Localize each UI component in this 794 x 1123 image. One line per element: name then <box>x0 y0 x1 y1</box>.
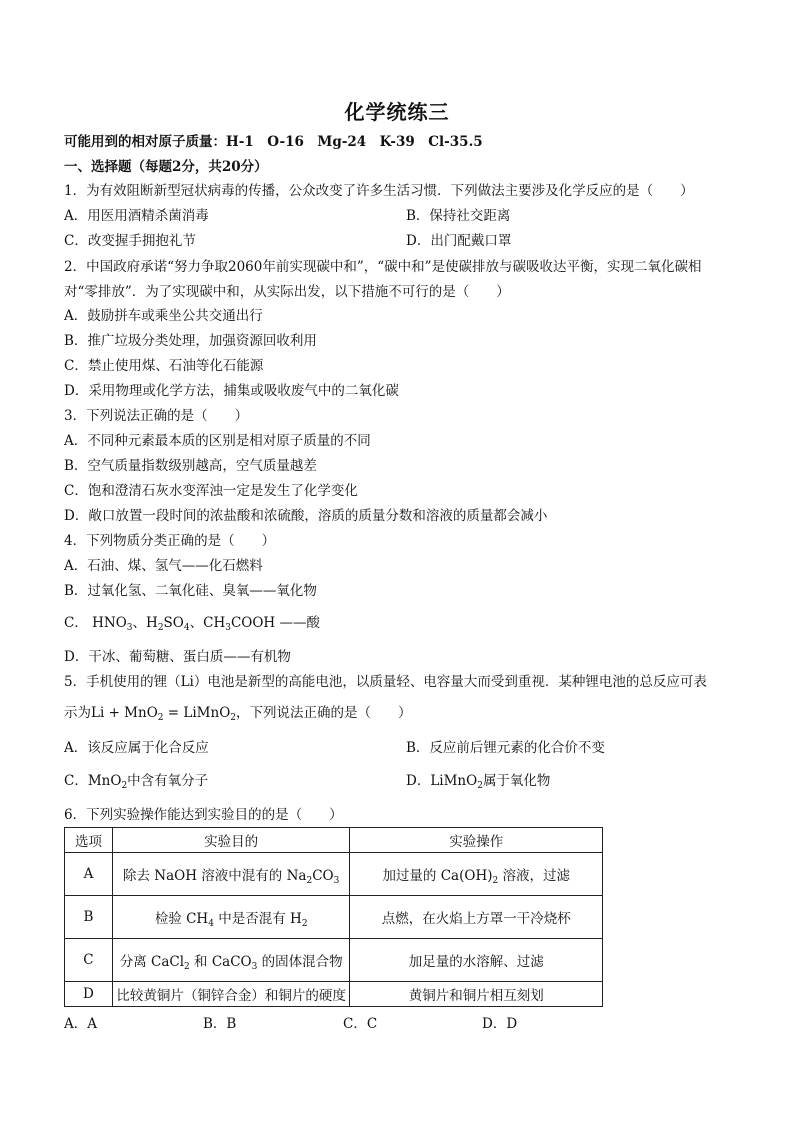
q6-answer-d: D．D <box>482 1016 518 1032</box>
q2-option-c: C．禁止使用煤、石油等化石能源 <box>64 358 264 374</box>
q5-stem-post: ，下列说法正确的是（ ） <box>236 705 412 721</box>
q2-option-d: D．采用物理或化学方法，捕集或吸收废气中的二氧化碳 <box>64 383 399 399</box>
q4-option-a: A．石油、煤、氢气——化石燃料 <box>64 558 263 574</box>
row-c-operation: 加足量的水溶解、过滤 <box>350 939 603 982</box>
experiment-table <box>64 827 603 1007</box>
row-d-aim: 比较黄铜片（铜锌合金）和铜片的硬度 <box>112 982 350 1007</box>
q5-option-c-tail: 中含有氧分子 <box>127 773 209 789</box>
question-1-stem: 1．为有效阻断新型冠状病毒的传播，公众改变了许多生活习惯．下列做法主要涉及化学反应的是（ ） <box>64 183 694 199</box>
q1-option-a: A．用医用酒精杀菌消毒 <box>64 208 209 224</box>
question-3-stem: 3．下列说法正确的是（ ） <box>64 408 249 424</box>
header-operation: 实验操作 <box>350 828 603 853</box>
question-5-options-row2 <box>64 772 744 790</box>
q5-option-d-label: D． <box>406 773 431 789</box>
table-row <box>65 896 603 939</box>
question-5-stem-line1: 5．手机使用的锂（Li）电池是新型的高能电池，以质量轻、电容量大而受到重视．某种锂电池的总反应可表 <box>64 674 707 690</box>
question-4-stem: 4．下列物质分类正确的是（ ） <box>64 533 276 549</box>
q3-option-c: C．饱和澄清石灰水变浑浊一定是发生了化学变化 <box>64 483 358 499</box>
question-2-stem-line2: 对“零排放”．为了实现碳中和，从实际出发，以下措施不可行的是（ ） <box>64 284 510 300</box>
q4-option-c-label: C． <box>64 615 88 631</box>
row-a-aim: 除去 NaOH 溶液中混有的 $Na_2CO_3$ <box>112 853 350 896</box>
question-6-stem: 6．下列实验操作能达到实验目的的是（ ） <box>64 807 343 823</box>
q4-option-c-formulas: $HNO_3$、$H_2SO_4$、$CH_3COOH$ <box>87 615 280 633</box>
q3-option-a: A．不同种元素最本质的区别是相对原子质量的不同 <box>64 433 371 449</box>
q3-option-b: B．空气质量指数级别越高，空气质量越差 <box>64 458 317 474</box>
q6-answer-a: A．A <box>64 1016 97 1032</box>
row-c-option: C <box>65 939 113 982</box>
row-a-option: A <box>65 853 113 896</box>
question-5-options-row1 <box>64 739 744 757</box>
table-header-row <box>65 828 603 853</box>
header-aim: 实验目的 <box>112 828 350 853</box>
q2-option-b: B．推广垃圾分类处理，加强资源回收利用 <box>64 333 317 349</box>
q4-option-b: B．过氧化氢、二氧化硅、臭氧——氧化物 <box>64 583 317 599</box>
row-c-aim: 分离 CaCl$_2$ 和 CaCO$_3$ 的固体混合物 <box>112 939 350 982</box>
q4-option-c-tail: ——酸 <box>279 615 320 631</box>
q5-option-a: A．该反应属于化合反应 <box>64 740 209 756</box>
header-option: 选项 <box>65 828 113 853</box>
q5-option-c-label: C． <box>64 773 88 789</box>
q5-option-d-tail: 属于氧化物 <box>482 773 551 789</box>
atomic-mass-note: 可能用到的相对原子质量：H-1 O-16 Mg-24 K-39 Cl-35.5 <box>64 134 483 150</box>
q1-option-d: D．出门配戴口罩 <box>406 233 512 249</box>
question-1-options-row1 <box>64 207 744 225</box>
q1-option-c: C．改变握手拥抱礼节 <box>64 233 196 249</box>
row-d-operation: 黄铜片和铜片相互刻划 <box>350 982 603 1007</box>
table-row <box>65 853 603 896</box>
q2-option-a: A．鼓励拼车或乘坐公共交通出行 <box>64 308 263 324</box>
row-b-aim: 检验 $CH_4$ 中是否混有 $H_2$ <box>112 896 350 939</box>
section-heading: 一、选择题（每题2分，共20分） <box>64 159 268 175</box>
q5-option-b: B．反应前后锂元素的化合价不变 <box>406 740 605 756</box>
q5-option-d: D．LiMnO$_2$属于氧化物 <box>406 773 551 791</box>
q5-stem-pre: 示为 <box>64 705 91 721</box>
q5-option-c: C．MnO$_2$中含有氧分子 <box>64 773 209 791</box>
question-5-stem-line2 <box>64 704 744 722</box>
row-b-option: B <box>65 896 113 939</box>
q3-option-d: D．敞口放置一段时间的浓盐酸和浓硫酸，溶质的质量分数和溶液的质量都会减小 <box>64 508 548 524</box>
table-row <box>65 939 603 982</box>
row-a-operation: 加过量的 $Ca(OH)_2$ 溶液，过滤 <box>350 853 603 896</box>
row-d-option: D <box>65 982 113 1007</box>
q4-option-c <box>64 614 744 632</box>
table-row <box>65 982 603 1007</box>
row-a-operation-text: 溶液，过滤 <box>502 868 571 884</box>
q5-equation: Li + MnO$_2$ = LiMnO$_2$ <box>91 705 236 723</box>
q6-answer-c: C．C <box>343 1016 378 1032</box>
q1-option-b: B．保持社交距离 <box>406 208 511 224</box>
question-2-stem-line1: 2．中国政府承诺“努力争取2060年前实现碳中和”，“碳中和”是使碳排放与碳吸收达平衡，实现二氧化碳相 <box>64 259 702 275</box>
question-1-options-row2 <box>64 232 744 250</box>
q6-answer-b: B．B <box>203 1016 237 1032</box>
row-b-operation: 点燃，在火焰上方罩一干冷烧杯 <box>350 896 603 939</box>
page-title: 化学统练三 <box>344 100 450 124</box>
q4-option-d: D．干冰、葡萄糖、蛋白质——有机物 <box>64 649 291 665</box>
